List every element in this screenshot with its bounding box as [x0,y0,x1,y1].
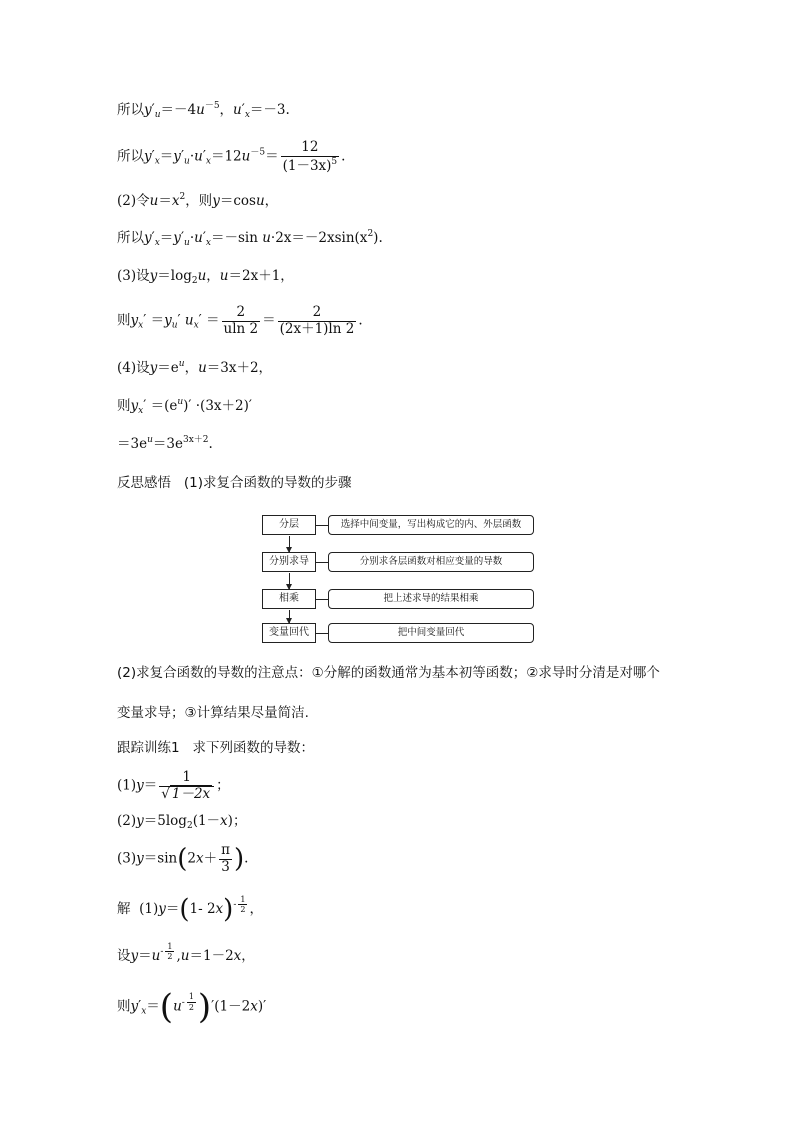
fraction: $\frac{2}{uln 2}$ [223,304,259,337]
question-3: (3)y＝sin(2x＋ $\frac{\pi}{3}$ ). [117,842,249,875]
down-arrow-icon [289,536,290,552]
solution-line-1: 解 (1)y＝(1- 2x)$^{- \frac{1}{2}}$ ， [117,894,263,925]
down-arrow-icon [289,610,290,623]
derivation-line-6: 则$y_x' =y_u'$ $u_x'$ ＝ $\frac{2}{uln 2}$ ＝ $\frac{2}{(2x+1)\ln 2}$ . [117,304,363,337]
flow-step-3: 相乘 [262,589,316,609]
connector-line [316,525,328,526]
question-1: (1)y＝ $\frac{1}{√ 1-2x}$ ； [117,769,230,802]
fraction: $\frac{2}{(2x+1)\ln 2}$ [279,304,355,337]
note-line-1: (2)求复合函数的导数的注意点：①分解的函数通常为基本初等函数；②求导时分清是对哪个 [117,665,660,681]
flow-step-2: 分别求导 [262,552,316,572]
flow-desc-2: 分别求各层函数对相应变量的导数 [328,552,534,572]
derivation-line-2: 所以$y'_x=y'_u\cdot u'_x=12u^{-5}=$ $\frac{12}{(1-3x)^5}$ . [117,139,346,174]
derivation-line-8: 则$y_x' =(e^u)' \cdot(3x+2)'$ [117,397,252,416]
flow-step-4: 变量回代 [262,623,316,643]
flow-desc-3: 把上述求导的结果相乘 [328,589,534,609]
connector-line [316,562,328,563]
note-line-2: 变量求导；③计算结果尽量简洁. [117,705,309,721]
exercise-heading: 跟踪训练1 求下列函数的导数： [117,740,314,756]
reflection-heading: 反思感悟 (1)求复合函数的导数的步骤 [117,475,352,491]
flow-step-1: 分层 [262,515,316,535]
connector-line [316,599,328,600]
flowchart [262,515,537,645]
derivation-line-7: (4)设$y=e^u$，u＝3x＋2， [117,359,273,376]
solution-line-3: 则$y'_x=(u^{- \frac{1}{2}}$ )′(1－2x)′ [117,987,267,1027]
derivation-line-1: 所以$y'_u=-4u^{-5}$，$u'_x=-3$. [117,101,290,120]
down-arrow-icon [289,573,290,589]
connector-line [316,633,328,634]
derivation-line-3: (2)令$u=x^2$，则y＝cosu， [117,192,279,209]
fraction: $\frac{\pi}{3}$ [221,842,230,875]
question-2: $(2)y=5\log_2(1-x)$； [117,813,247,831]
flow-desc-1: 选择中间变量，写出构成它的内、外层函数 [328,515,534,535]
fraction: $\frac{12}{(1-3x)^5}$ [282,139,338,174]
fraction: $\frac{1}{√ 1-2x}$ [159,770,214,802]
derivation-line-9: $=3e^u=3e^{3x+2}$. [117,435,213,452]
solution-line-2: 设$y=u^{- \frac{1}{2}}$ ,u＝1－2x， [117,942,255,965]
derivation-line-5: (3)设$y=\log_2u$，u＝2x＋1， [117,268,294,286]
derivation-line-4: 所以$y'_x=y'_u\cdot u'_x=-\sin$ $u\cdot 2x=-2xsin(x^2)$. [117,229,383,248]
flow-desc-4: 把中间变量回代 [328,623,534,643]
